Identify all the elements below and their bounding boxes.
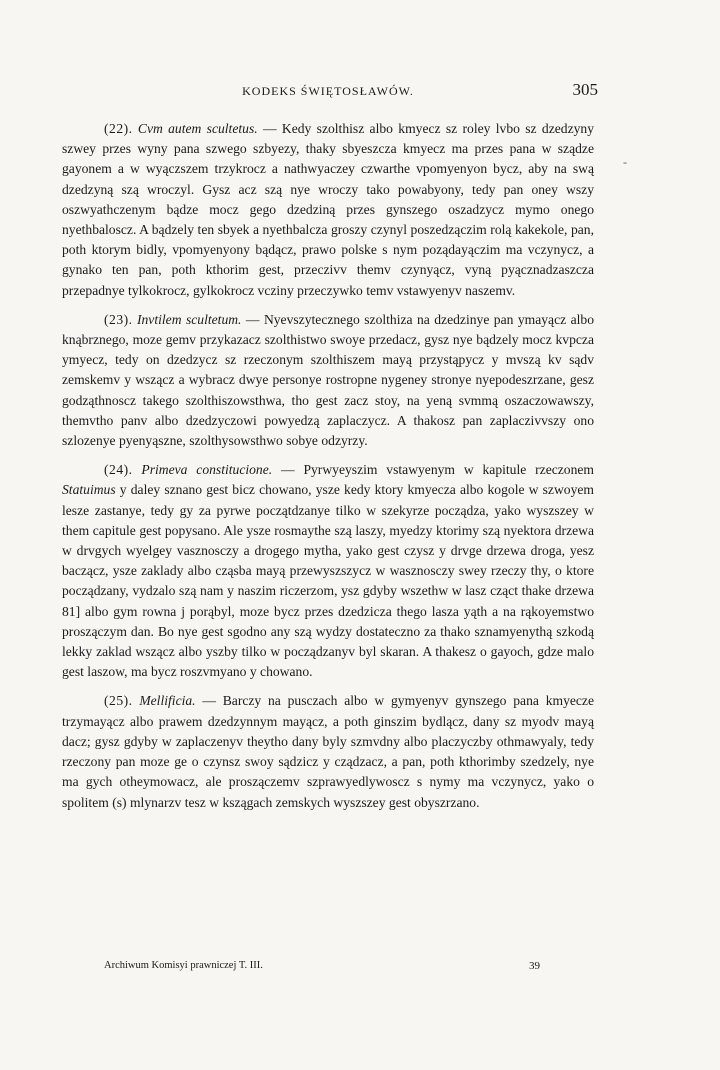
- heading-dash: —: [272, 462, 304, 478]
- paragraph-24: [62, 460, 594, 682]
- paragraph-heading: Invtilem scultetum.: [136, 311, 242, 327]
- paragraph-23: [62, 310, 594, 451]
- paragraph-25: [62, 691, 594, 812]
- paragraph-number: (24).: [104, 462, 133, 478]
- running-title: KODEKS ŚWIĘTOSŁAWÓW.: [242, 84, 414, 98]
- paragraph-heading: Mellificia.: [139, 693, 196, 709]
- running-header: [62, 80, 598, 106]
- paragraph-heading: Primeva constitucione.: [141, 462, 273, 478]
- italic-reference: Statuimus: [62, 482, 116, 498]
- paragraph-number: (25).: [104, 693, 133, 709]
- page-number: 305: [572, 80, 598, 99]
- paragraph-number: (22).: [104, 121, 133, 136]
- paragraph-text-lead: Pyrwyeyszim vstawyenym w kapitule rzeczonem: [303, 462, 594, 478]
- paragraph-heading: Cvm autem scultetus.: [137, 121, 258, 136]
- signature-mark: 39: [529, 960, 540, 972]
- heading-dash: —: [195, 693, 223, 709]
- paragraph-number: (23).: [104, 311, 133, 327]
- paragraph-22: [62, 119, 594, 301]
- heading-dash: —: [241, 311, 264, 327]
- heading-dash: —: [257, 121, 282, 136]
- footer-source: Archiwum Komisyi prawniczej T. III.: [104, 960, 263, 971]
- paragraph-text: Barczy na pusczach albo w gymyenyv gynszego pana kmyecze trzymayącz albo prawem dzedzynnym mayącz, a poth ginszim bydlącz, dany sz myodv mayą dacz; gysz gdyby w zaplaczenyv theytho dany byly szmvdny albo placzyczby othmawyaly, tedy rzeczony pan moze ge o czynsz swoy sądzicz y cządzacz, a pan, poth kthorimby szedzely, nye ma gych otheymowacz, ale proszączemv szprawyedlywoscz s nymy ma vczynycz, yako o spolitem (s) mlynarzv tesz w kszągach zemskych wyszszey gest obyszrzano.: [62, 693, 594, 810]
- paragraph-text: Kedy szolthisz albo kmyecz sz roley lvbo sz dzedzyny szwey przes wyny pana szwego szbyezy, thaky sbyeszcza kmyecz ma przes pana w sządze gayonem a w wyączszem trzykrocz a nathwyaczey czwarthe vpomyenyon bycz, aby na swą dzedzyną szą wroczyl. Gysz acz szą nye wroczy tako powabyony, tedy pan oney wszy oszwyathczenym bądze mocz gego dzedziną przes gynszego oszadzycz mymo onego nyethbaloscz. A bądzely ten sbyek a nyethbalcza groszy czynyl poszedzączim rolą kakekole, pan, poth ktorym bidly, vpomyenyony bądącz, prawo polske s nym poządayączim ma vczynycz, a gynako ten pan, poth kthorim gest, przeczivv themv czynyącz, vyną pyącznadzaszcza przepadnye tylkokrocz, gylkokrocz vcziny przeczywko temv vstawyenyv naszemv.: [62, 121, 595, 298]
- paragraph-text: y daley sznano gest bicz chowano, ysze kedy ktory kmyecza albo kogole w szwoyem lesze zastanye, tedy gy za pyrwe początdzanye tilko w szekyrze począdza, yako wyszszey w them capitule gest popysano. Ale ysze rosmaythe szą laszy, myedzy ktorimy szą nyektora drzewa w drvgych wyelgey vasznosczy a drogego mytha, yako gest czysz y drvge drzewa droga, yesz baczącz, ysze zaklady albo cząsba mayą przewyszszycz w wasznosczy swey rzeczy thy, o ktore począdzany, vydzalo szą nam y naszim riczerzom, ysz gdyby wszethw w lasz cząct thake drzewa 81] albo gym rowna j porąbyl, moze bycz przes dzedzicza thego lasza yąth a na rąkoyemstwo proszączym dan. Bo nye gest sgodno any szą wydzy dostateczno za thako sznamyenythą szkodą lekky zaklad wszącz albo yszby tilko w począdzanyv byl skaran. A thakesz o gayoch, gdze malo gest laszow, ma bycz roszvmyano y chowano.: [62, 482, 594, 680]
- paragraph-text: Nyevszytecznego szolthiza na dzedzinye pan ymayącz albo knąbrznego, moze gemv przykazacz szolthistwo swoye przedacz, gysz nye bądzely mocz kvpcza ymyecz, tedy on dzedzycz sz rzeczonym szolthiszem mayą przystąpycz y mvszą kv sądv zemskemv y wszącz a wybracz dwye personye rostropne nygeney stronye nyepodeszrzane, gesz godząthnoscz takego szolthiszowsthwa, tho gest zacz stoy, na yeną svmmą oszaczowawszy, themvtho panv albo dzedzyczowi powyedzą zaplaczycz. A thakosz pan zaplaczivvszy ono szlozenye pyenyąszne, szolthysowsthwo sobye odzyrzy.: [62, 311, 594, 449]
- margin-mark: -: [623, 155, 627, 169]
